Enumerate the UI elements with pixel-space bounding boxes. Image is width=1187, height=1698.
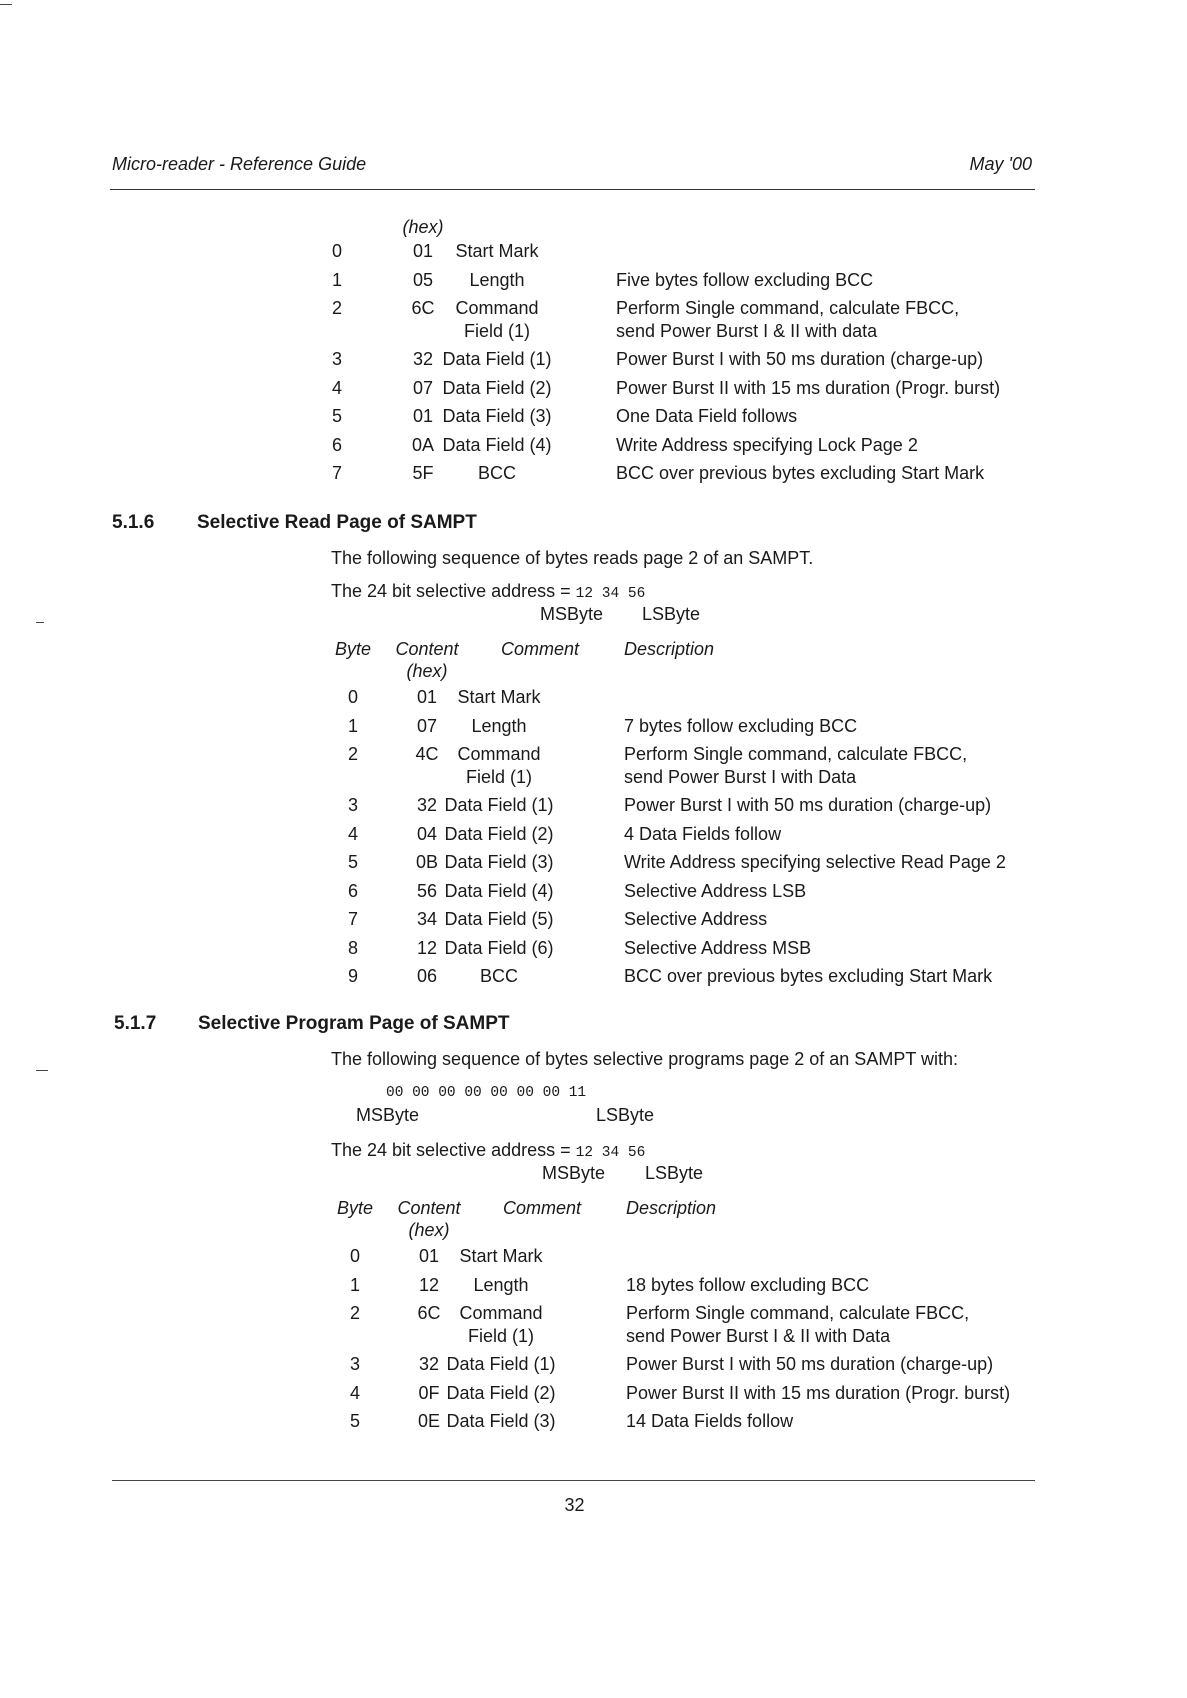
table-header-row bbox=[335, 1197, 1055, 1245]
description-cell: Perform Single command, calculate FBCC, bbox=[616, 298, 960, 318]
section-title: Selective Program Page of SAMPT bbox=[198, 1013, 510, 1034]
description-cell: BCC over previous bytes excluding Start Mark bbox=[624, 966, 993, 986]
content-cell: 4C bbox=[415, 744, 439, 764]
content-cell: 0F bbox=[418, 1382, 440, 1403]
description-cell: Power Burst II with 15 ms duration (Progr. burst) bbox=[626, 1382, 1011, 1403]
description-cell: Selective Address bbox=[624, 909, 768, 929]
description-cell: 4 Data Fields follow bbox=[624, 823, 782, 844]
selective-program-table bbox=[335, 1197, 1055, 1439]
byte-cell: 5 bbox=[331, 406, 342, 426]
comment-cell: Start Mark bbox=[455, 241, 539, 261]
content-cell: 04 bbox=[416, 823, 438, 844]
table-row bbox=[333, 823, 1053, 852]
table-row bbox=[333, 851, 1053, 880]
content-cell: 12 bbox=[416, 937, 438, 958]
header-content: Content bbox=[395, 639, 459, 659]
table-row bbox=[331, 297, 1051, 348]
footer-rule bbox=[112, 1480, 1035, 1481]
byte-cell: 2 bbox=[331, 298, 342, 318]
description-cell-line2: send Power Burst I with Data bbox=[624, 767, 857, 787]
table-row bbox=[333, 965, 1053, 994]
comment-cell: Data Field (2) bbox=[442, 377, 552, 398]
data-lsbyte-label: LSByte bbox=[596, 1105, 655, 1125]
header-content: Content bbox=[397, 1198, 461, 1218]
comment-cell: Length bbox=[471, 715, 527, 736]
address-label: The 24 bit selective address = bbox=[331, 581, 571, 601]
scan-mark bbox=[36, 622, 44, 623]
description-cell: Perform Single command, calculate FBCC, bbox=[624, 744, 968, 764]
table-row bbox=[335, 1245, 1055, 1274]
byte-cell: 3 bbox=[349, 1354, 360, 1374]
description-cell-line2: send Power Burst I & II with data bbox=[616, 321, 878, 341]
msbyte-label: MSByte bbox=[542, 1163, 606, 1183]
selective-read-table bbox=[333, 638, 1053, 994]
table-row bbox=[331, 405, 1051, 434]
table-row bbox=[335, 1382, 1055, 1411]
byte-cell: 5 bbox=[347, 852, 358, 872]
content-cell: 56 bbox=[416, 880, 438, 901]
scan-mark bbox=[0, 4, 12, 5]
header-byte: Byte bbox=[336, 1198, 374, 1218]
content-cell: 6C bbox=[417, 1303, 441, 1323]
section-intro: The following sequence of bytes selective programs page 2 of an SAMPT with: bbox=[331, 1049, 959, 1069]
address-value: 12 34 56 bbox=[575, 1145, 646, 1161]
comment-cell: Data Field (2) bbox=[446, 1382, 556, 1403]
table-row bbox=[331, 240, 1051, 269]
comment-cell: Start Mark bbox=[459, 1246, 543, 1266]
content-cell: 01 bbox=[412, 241, 434, 261]
table-row bbox=[333, 743, 1053, 794]
description-cell: Write Address specifying selective Read Page 2 bbox=[624, 852, 1006, 872]
content-cell: 06 bbox=[416, 966, 438, 986]
byte-cell: 6 bbox=[347, 880, 358, 901]
table-row bbox=[335, 1410, 1055, 1439]
content-cell: 01 bbox=[416, 687, 438, 707]
content-cell: 6C bbox=[411, 298, 435, 318]
content-cell: 32 bbox=[418, 1354, 440, 1374]
comment-cell: Data Field (1) bbox=[442, 349, 552, 369]
header-comment: Comment bbox=[503, 1198, 582, 1218]
comment-cell: Length bbox=[473, 1274, 529, 1295]
byte-cell: 1 bbox=[331, 269, 342, 290]
comment-cell-line2: Field (1) bbox=[467, 1326, 534, 1346]
header-byte: Byte bbox=[334, 639, 372, 659]
byte-cell: 6 bbox=[331, 434, 342, 455]
section-number: 5.1.6 bbox=[112, 512, 155, 533]
content-cell: 07 bbox=[412, 377, 434, 398]
comment-cell: Data Field (1) bbox=[444, 795, 554, 815]
command-table-continued bbox=[331, 216, 1051, 491]
byte-cell: 5 bbox=[349, 1411, 360, 1431]
table-header-row bbox=[333, 638, 1053, 686]
table-body bbox=[331, 240, 1051, 491]
content-cell: 07 bbox=[416, 715, 438, 736]
comment-cell: Data Field (6) bbox=[444, 937, 554, 958]
selective-address-line bbox=[331, 581, 645, 602]
comment-cell: Data Field (3) bbox=[442, 406, 552, 426]
comment-cell: BCC bbox=[479, 966, 518, 986]
table-row bbox=[331, 269, 1051, 298]
description-cell: Five bytes follow excluding BCC bbox=[616, 269, 874, 290]
byte-cell: 1 bbox=[347, 715, 358, 736]
byte-cell: 2 bbox=[349, 1303, 360, 1323]
content-cell: 01 bbox=[418, 1246, 440, 1266]
byte-cell: 0 bbox=[331, 241, 342, 261]
byte-cell: 2 bbox=[347, 744, 358, 764]
description-cell: Power Burst I with 50 ms duration (charge-up) bbox=[626, 1354, 994, 1374]
comment-cell: Data Field (1) bbox=[446, 1354, 556, 1374]
section-heading-5-1-7 bbox=[114, 1013, 814, 1039]
comment-cell-line2: Field (1) bbox=[465, 767, 532, 787]
section-number: 5.1.7 bbox=[114, 1013, 157, 1034]
table-row bbox=[333, 908, 1053, 937]
table-row bbox=[335, 1353, 1055, 1382]
table-row bbox=[333, 937, 1053, 966]
comment-cell-line2: Field (1) bbox=[463, 321, 530, 341]
lsbyte-label: LSByte bbox=[645, 1163, 704, 1183]
document-date: May '00 bbox=[969, 154, 1032, 174]
comment-cell: Data Field (2) bbox=[444, 823, 554, 844]
table-row bbox=[335, 1302, 1055, 1353]
description-cell: 7 bytes follow excluding BCC bbox=[624, 715, 858, 736]
header-comment: Comment bbox=[501, 639, 580, 659]
comment-cell: Length bbox=[469, 269, 525, 290]
table-row bbox=[333, 715, 1053, 744]
byte-cell: 4 bbox=[347, 823, 358, 844]
content-cell: 34 bbox=[416, 909, 438, 929]
byte-cell: 9 bbox=[347, 966, 358, 986]
description-cell: One Data Field follows bbox=[616, 406, 798, 426]
byte-cell: 7 bbox=[331, 463, 342, 483]
table-row bbox=[331, 462, 1051, 491]
byte-cell: 1 bbox=[349, 1274, 360, 1295]
description-cell: Power Burst II with 15 ms duration (Progr. burst) bbox=[616, 377, 1001, 398]
table-body bbox=[335, 1245, 1055, 1439]
msbyte-label: MSByte bbox=[540, 604, 604, 624]
section-heading-5-1-6 bbox=[112, 512, 812, 538]
header-description: Description bbox=[624, 639, 715, 659]
content-cell: 0E bbox=[417, 1411, 441, 1431]
byte-cell: 3 bbox=[347, 795, 358, 815]
table-body bbox=[333, 686, 1053, 994]
content-cell: 5F bbox=[412, 463, 434, 483]
content-cell: 01 bbox=[412, 406, 434, 426]
table-row bbox=[331, 434, 1051, 463]
content-cell: 32 bbox=[416, 795, 438, 815]
comment-cell: Command bbox=[459, 1303, 543, 1323]
comment-cell: Data Field (4) bbox=[442, 434, 552, 455]
lsbyte-label: LSByte bbox=[642, 604, 701, 624]
byte-cell: 4 bbox=[331, 377, 342, 398]
comment-cell: Data Field (5) bbox=[444, 909, 554, 929]
table-row bbox=[331, 377, 1051, 406]
hex-column-label: (hex) bbox=[402, 217, 444, 237]
comment-cell: Start Mark bbox=[457, 687, 541, 707]
header-content-hex: (hex) bbox=[406, 661, 448, 681]
comment-cell: Data Field (3) bbox=[444, 852, 554, 872]
section-title: Selective Read Page of SAMPT bbox=[197, 512, 477, 533]
selective-address-line bbox=[331, 1140, 645, 1161]
table-row bbox=[333, 686, 1053, 715]
program-data-bytes: 00 00 00 00 00 00 00 11 bbox=[386, 1085, 587, 1101]
content-cell: 0B bbox=[415, 852, 439, 872]
table-row bbox=[333, 794, 1053, 823]
byte-cell: 7 bbox=[347, 909, 358, 929]
running-header bbox=[112, 154, 1032, 180]
byte-cell: 4 bbox=[349, 1382, 360, 1403]
comment-cell: Data Field (4) bbox=[444, 880, 554, 901]
document-title: Micro-reader - Reference Guide bbox=[112, 154, 367, 174]
address-label: The 24 bit selective address = bbox=[331, 1140, 571, 1160]
byte-cell: 0 bbox=[349, 1246, 360, 1266]
table-row bbox=[333, 880, 1053, 909]
content-cell: 12 bbox=[418, 1274, 440, 1295]
data-msbyte-label: MSByte bbox=[356, 1105, 420, 1125]
comment-cell: Command bbox=[455, 298, 539, 318]
description-cell-line2: send Power Burst I & II with Data bbox=[626, 1326, 891, 1346]
byte-cell: 3 bbox=[331, 349, 342, 369]
address-value: 12 34 56 bbox=[575, 586, 646, 602]
comment-cell: Data Field (3) bbox=[446, 1411, 556, 1431]
description-cell: Selective Address LSB bbox=[624, 880, 807, 901]
header-content-hex: (hex) bbox=[408, 1220, 450, 1240]
table-row bbox=[331, 348, 1051, 377]
description-cell: 18 bytes follow excluding BCC bbox=[626, 1274, 870, 1295]
byte-cell: 0 bbox=[347, 687, 358, 707]
content-cell: 05 bbox=[412, 269, 434, 290]
comment-cell: Command bbox=[457, 744, 541, 764]
description-cell: 14 Data Fields follow bbox=[626, 1411, 794, 1431]
scan-mark bbox=[36, 1070, 48, 1071]
description-cell: Perform Single command, calculate FBCC, bbox=[626, 1303, 970, 1323]
header-rule bbox=[110, 189, 1035, 190]
content-cell: 0A bbox=[411, 434, 435, 455]
comment-cell: BCC bbox=[477, 463, 516, 483]
byte-cell: 8 bbox=[347, 937, 358, 958]
section-intro: The following sequence of bytes reads page 2 of an SAMPT. bbox=[331, 548, 814, 568]
description-cell: Write Address specifying Lock Page 2 bbox=[616, 434, 918, 455]
table-row bbox=[335, 1274, 1055, 1303]
description-cell: Power Burst I with 50 ms duration (charge-up) bbox=[616, 349, 984, 369]
description-cell: Power Burst I with 50 ms duration (charge-up) bbox=[624, 795, 992, 815]
content-cell: 32 bbox=[412, 349, 434, 369]
description-cell: Selective Address MSB bbox=[624, 937, 812, 958]
description-cell: BCC over previous bytes excluding Start Mark bbox=[616, 463, 985, 483]
page-number: 32 bbox=[564, 1495, 585, 1515]
header-description: Description bbox=[626, 1198, 717, 1218]
